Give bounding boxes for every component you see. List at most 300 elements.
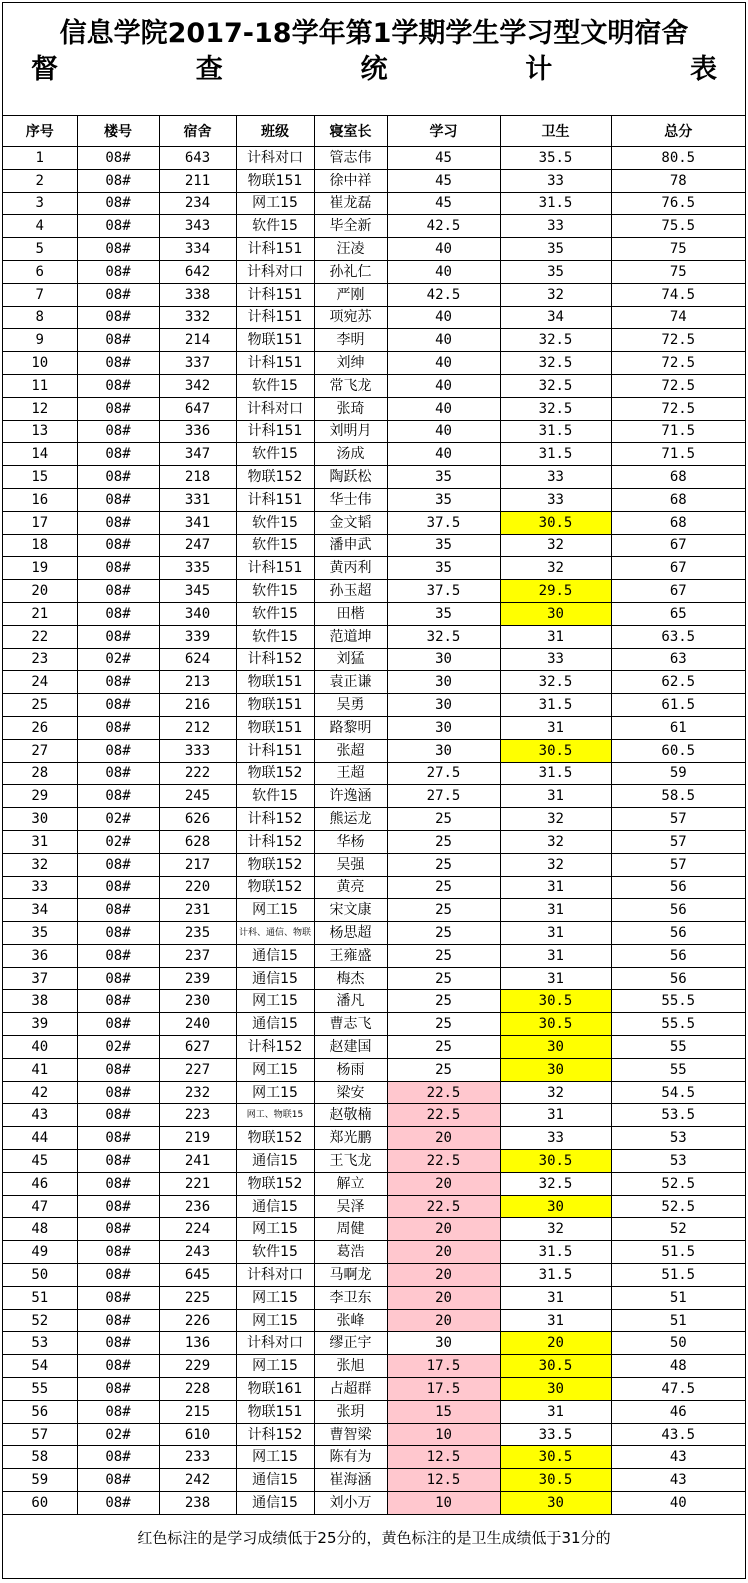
dorm-cell: 624	[159, 648, 236, 671]
total-cell: 56	[611, 944, 745, 967]
hygiene-cell: 32.5	[500, 352, 611, 375]
leader-cell: 刘猛	[314, 648, 387, 671]
index-cell: 51	[3, 1286, 77, 1309]
index-cell: 28	[3, 762, 77, 785]
hygiene-cell: 31	[500, 922, 611, 945]
hygiene-cell: 31	[500, 1286, 611, 1309]
leader-cell: 张峰	[314, 1309, 387, 1332]
dorm-cell: 236	[159, 1195, 236, 1218]
leader-cell: 郑光鹏	[314, 1127, 387, 1150]
leader-cell: 刘小万	[314, 1492, 387, 1515]
building-cell: 08#	[77, 1286, 159, 1309]
table-row	[3, 443, 745, 466]
table-row	[3, 329, 745, 352]
class-cell: 软件15	[236, 443, 314, 466]
building-cell: 08#	[77, 443, 159, 466]
dorm-cell: 221	[159, 1172, 236, 1195]
building-cell: 02#	[77, 830, 159, 853]
leader-cell: 熊运龙	[314, 808, 387, 831]
dorm-cell: 331	[159, 488, 236, 511]
building-cell: 08#	[77, 694, 159, 717]
total-cell: 46	[611, 1400, 745, 1423]
building-cell: 08#	[77, 374, 159, 397]
subtitle-char: 督	[31, 54, 58, 85]
total-cell: 61.5	[611, 694, 745, 717]
study-cell: 27.5	[387, 762, 500, 785]
index-cell: 18	[3, 534, 77, 557]
dorm-cell: 217	[159, 853, 236, 876]
study-cell: 12.5	[387, 1446, 500, 1469]
hygiene-cell: 31	[500, 1104, 611, 1127]
total-cell: 52.5	[611, 1172, 745, 1195]
dorm-cell: 341	[159, 511, 236, 534]
table-row	[3, 830, 745, 853]
building-cell: 08#	[77, 260, 159, 283]
building-cell: 08#	[77, 1400, 159, 1423]
dorm-cell: 211	[159, 169, 236, 192]
building-cell: 02#	[77, 648, 159, 671]
study-cell: 22.5	[387, 1195, 500, 1218]
table-row	[3, 1264, 745, 1287]
index-cell: 49	[3, 1241, 77, 1264]
study-cell: 37.5	[387, 511, 500, 534]
dorm-cell: 226	[159, 1309, 236, 1332]
building-cell: 08#	[77, 1492, 159, 1515]
building-cell: 08#	[77, 329, 159, 352]
study-cell: 15	[387, 1400, 500, 1423]
index-cell: 22	[3, 625, 77, 648]
building-cell: 08#	[77, 1195, 159, 1218]
score-sheet	[2, 2, 746, 1579]
class-cell: 计科151	[236, 739, 314, 762]
hygiene-cell: 30	[500, 1492, 611, 1515]
study-cell: 10	[387, 1492, 500, 1515]
index-cell: 19	[3, 557, 77, 580]
study-cell: 20	[387, 1218, 500, 1241]
study-cell: 22.5	[387, 1104, 500, 1127]
leader-cell: 华士伟	[314, 488, 387, 511]
leader-cell: 曹智梁	[314, 1423, 387, 1446]
index-cell: 27	[3, 739, 77, 762]
dorm-cell: 213	[159, 671, 236, 694]
study-cell: 35	[387, 488, 500, 511]
hygiene-cell: 30.5	[500, 739, 611, 762]
leader-cell: 潘凡	[314, 990, 387, 1013]
leader-cell: 汤成	[314, 443, 387, 466]
class-cell: 软件15	[236, 580, 314, 603]
hygiene-cell: 31.5	[500, 762, 611, 785]
class-cell: 计科151	[236, 306, 314, 329]
table-row	[3, 944, 745, 967]
dorm-cell: 337	[159, 352, 236, 375]
study-cell: 12.5	[387, 1469, 500, 1492]
total-cell: 56	[611, 922, 745, 945]
table-row	[3, 1150, 745, 1173]
dorm-cell: 238	[159, 1492, 236, 1515]
building-cell: 02#	[77, 1423, 159, 1446]
building-cell: 08#	[77, 739, 159, 762]
leader-cell: 路黎明	[314, 716, 387, 739]
leader-cell: 崔海涵	[314, 1469, 387, 1492]
total-cell: 68	[611, 511, 745, 534]
index-cell: 53	[3, 1332, 77, 1355]
dorm-cell: 136	[159, 1332, 236, 1355]
dorm-cell: 237	[159, 944, 236, 967]
leader-cell: 王超	[314, 762, 387, 785]
index-cell: 25	[3, 694, 77, 717]
study-cell: 25	[387, 967, 500, 990]
hygiene-cell: 30	[500, 602, 611, 625]
table-row	[3, 306, 745, 329]
study-cell: 35	[387, 602, 500, 625]
dorm-cell: 216	[159, 694, 236, 717]
class-cell: 网工15	[236, 899, 314, 922]
study-cell: 40	[387, 238, 500, 261]
dorm-cell: 347	[159, 443, 236, 466]
leader-cell: 马啊龙	[314, 1264, 387, 1287]
total-cell: 63.5	[611, 625, 745, 648]
dorm-cell: 235	[159, 922, 236, 945]
header-building: 楼号	[77, 116, 159, 147]
total-cell: 61	[611, 716, 745, 739]
class-cell: 软件15	[236, 602, 314, 625]
building-cell: 08#	[77, 1332, 159, 1355]
table-row	[3, 238, 745, 261]
dorm-cell: 345	[159, 580, 236, 603]
class-cell: 计科151	[236, 488, 314, 511]
leader-cell: 黄亮	[314, 876, 387, 899]
class-cell: 物联152	[236, 853, 314, 876]
dorm-cell: 228	[159, 1378, 236, 1401]
hygiene-cell: 35	[500, 238, 611, 261]
total-cell: 75	[611, 238, 745, 261]
class-cell: 软件15	[236, 215, 314, 238]
study-cell: 40	[387, 397, 500, 420]
leader-cell: 项宛苏	[314, 306, 387, 329]
table-row	[3, 739, 745, 762]
total-cell: 71.5	[611, 420, 745, 443]
index-cell: 11	[3, 374, 77, 397]
hygiene-cell: 32	[500, 1081, 611, 1104]
class-cell: 网工15	[236, 1309, 314, 1332]
total-cell: 67	[611, 557, 745, 580]
dorm-cell: 225	[159, 1286, 236, 1309]
building-cell: 08#	[77, 785, 159, 808]
leader-cell: 金文韬	[314, 511, 387, 534]
table-row	[3, 397, 745, 420]
table-row	[3, 1127, 745, 1150]
class-cell: 通信15	[236, 1150, 314, 1173]
total-cell: 72.5	[611, 374, 745, 397]
index-cell: 40	[3, 1036, 77, 1059]
leader-cell: 陈有为	[314, 1446, 387, 1469]
title-block	[3, 3, 745, 116]
building-cell: 08#	[77, 1150, 159, 1173]
hygiene-cell: 33	[500, 215, 611, 238]
table-row	[3, 1492, 745, 1515]
class-cell: 计科151	[236, 238, 314, 261]
header-dorm: 宿舍	[159, 116, 236, 147]
study-cell: 40	[387, 306, 500, 329]
hygiene-cell: 30	[500, 1195, 611, 1218]
dorm-cell: 332	[159, 306, 236, 329]
leader-cell: 解立	[314, 1172, 387, 1195]
total-cell: 47.5	[611, 1378, 745, 1401]
building-cell: 08#	[77, 1446, 159, 1469]
leader-cell: 张琦	[314, 397, 387, 420]
index-cell: 52	[3, 1309, 77, 1332]
total-cell: 43	[611, 1446, 745, 1469]
table-row	[3, 169, 745, 192]
class-cell: 软件15	[236, 534, 314, 557]
class-cell: 网工15	[236, 1081, 314, 1104]
dorm-cell: 212	[159, 716, 236, 739]
study-cell: 22.5	[387, 1150, 500, 1173]
hygiene-cell: 30.5	[500, 511, 611, 534]
index-cell: 15	[3, 466, 77, 489]
total-cell: 56	[611, 967, 745, 990]
hygiene-cell: 30.5	[500, 990, 611, 1013]
total-cell: 74	[611, 306, 745, 329]
hygiene-cell: 30.5	[500, 1469, 611, 1492]
total-cell: 51	[611, 1286, 745, 1309]
class-cell: 物联151	[236, 169, 314, 192]
building-cell: 08#	[77, 397, 159, 420]
hygiene-cell: 33	[500, 169, 611, 192]
study-cell: 25	[387, 1013, 500, 1036]
index-cell: 60	[3, 1492, 77, 1515]
building-cell: 08#	[77, 420, 159, 443]
hygiene-cell: 30	[500, 1036, 611, 1059]
dorm-cell: 242	[159, 1469, 236, 1492]
study-cell: 35	[387, 466, 500, 489]
dorm-cell: 227	[159, 1058, 236, 1081]
hygiene-cell: 31.5	[500, 443, 611, 466]
hygiene-cell: 30	[500, 1378, 611, 1401]
leader-cell: 田楷	[314, 602, 387, 625]
building-cell: 08#	[77, 967, 159, 990]
class-cell: 通信15	[236, 967, 314, 990]
table-row	[3, 648, 745, 671]
class-cell: 网工、物联15	[236, 1104, 314, 1127]
hygiene-cell: 30	[500, 1058, 611, 1081]
dorm-cell: 643	[159, 147, 236, 170]
hygiene-cell: 32	[500, 1218, 611, 1241]
index-cell: 23	[3, 648, 77, 671]
leader-cell: 杨思超	[314, 922, 387, 945]
total-cell: 67	[611, 534, 745, 557]
study-cell: 20	[387, 1127, 500, 1150]
total-cell: 68	[611, 488, 745, 511]
building-cell: 08#	[77, 1013, 159, 1036]
building-cell: 08#	[77, 876, 159, 899]
study-cell: 35	[387, 534, 500, 557]
hygiene-cell: 31	[500, 967, 611, 990]
total-cell: 80.5	[611, 147, 745, 170]
dorm-cell: 223	[159, 1104, 236, 1127]
table-row	[3, 1104, 745, 1127]
leader-cell: 潘申武	[314, 534, 387, 557]
total-cell: 65	[611, 602, 745, 625]
leader-cell: 张玥	[314, 1400, 387, 1423]
leader-cell: 李明	[314, 329, 387, 352]
study-cell: 10	[387, 1423, 500, 1446]
study-cell: 37.5	[387, 580, 500, 603]
class-cell: 物联151	[236, 716, 314, 739]
hygiene-cell: 31	[500, 1400, 611, 1423]
table-row	[3, 466, 745, 489]
leader-cell: 王雍盛	[314, 944, 387, 967]
leader-cell: 黄丙利	[314, 557, 387, 580]
class-cell: 物联151	[236, 1400, 314, 1423]
dorm-cell: 336	[159, 420, 236, 443]
leader-cell: 王飞龙	[314, 1150, 387, 1173]
study-cell: 22.5	[387, 1081, 500, 1104]
class-cell: 物联151	[236, 329, 314, 352]
total-cell: 72.5	[611, 352, 745, 375]
study-cell: 45	[387, 192, 500, 215]
hygiene-cell: 30.5	[500, 1355, 611, 1378]
class-cell: 网工15	[236, 1286, 314, 1309]
hygiene-cell: 31.5	[500, 694, 611, 717]
index-cell: 58	[3, 1446, 77, 1469]
table-row	[3, 1286, 745, 1309]
building-cell: 08#	[77, 534, 159, 557]
table-row	[3, 1081, 745, 1104]
total-cell: 59	[611, 762, 745, 785]
building-cell: 08#	[77, 1469, 159, 1492]
dorm-cell: 229	[159, 1355, 236, 1378]
table-row	[3, 1423, 745, 1446]
leader-cell: 刘绅	[314, 352, 387, 375]
total-cell: 67	[611, 580, 745, 603]
leader-cell: 葛浩	[314, 1241, 387, 1264]
leader-cell: 范道坤	[314, 625, 387, 648]
dorm-cell: 214	[159, 329, 236, 352]
index-cell: 43	[3, 1104, 77, 1127]
building-cell: 08#	[77, 625, 159, 648]
class-cell: 计科对口	[236, 1332, 314, 1355]
building-cell: 08#	[77, 511, 159, 534]
leader-cell: 刘明月	[314, 420, 387, 443]
index-cell: 10	[3, 352, 77, 375]
hygiene-cell: 33.5	[500, 1423, 611, 1446]
index-cell: 13	[3, 420, 77, 443]
dorm-cell: 240	[159, 1013, 236, 1036]
building-cell: 08#	[77, 1081, 159, 1104]
building-cell: 08#	[77, 1127, 159, 1150]
leader-cell: 徐中祥	[314, 169, 387, 192]
table-row	[3, 625, 745, 648]
leader-cell: 毕全新	[314, 215, 387, 238]
class-cell: 计科152	[236, 808, 314, 831]
study-cell: 32.5	[387, 625, 500, 648]
total-cell: 56	[611, 899, 745, 922]
total-cell: 71.5	[611, 443, 745, 466]
dorm-cell: 219	[159, 1127, 236, 1150]
hygiene-cell: 31	[500, 899, 611, 922]
header-study: 学习	[387, 116, 500, 147]
dorm-cell: 241	[159, 1150, 236, 1173]
leader-cell: 曹志飞	[314, 1013, 387, 1036]
study-cell: 40	[387, 329, 500, 352]
study-cell: 30	[387, 694, 500, 717]
leader-cell: 管志伟	[314, 147, 387, 170]
score-table	[3, 116, 745, 1515]
header-row	[3, 116, 745, 147]
index-cell: 56	[3, 1400, 77, 1423]
subtitle-char: 表	[690, 54, 717, 85]
index-cell: 41	[3, 1058, 77, 1081]
leader-cell: 崔龙磊	[314, 192, 387, 215]
study-cell: 35	[387, 557, 500, 580]
study-cell: 20	[387, 1286, 500, 1309]
hygiene-cell: 33	[500, 488, 611, 511]
hygiene-cell: 32.5	[500, 374, 611, 397]
hygiene-cell: 32.5	[500, 1172, 611, 1195]
class-cell: 物联161	[236, 1378, 314, 1401]
table-row	[3, 1195, 745, 1218]
dorm-cell: 343	[159, 215, 236, 238]
index-cell: 39	[3, 1013, 77, 1036]
total-cell: 62.5	[611, 671, 745, 694]
hygiene-cell: 31	[500, 876, 611, 899]
study-cell: 30	[387, 739, 500, 762]
table-row	[3, 990, 745, 1013]
hygiene-cell: 34	[500, 306, 611, 329]
building-cell: 08#	[77, 1218, 159, 1241]
total-cell: 55.5	[611, 1013, 745, 1036]
index-cell: 31	[3, 830, 77, 853]
class-cell: 计科152	[236, 1036, 314, 1059]
building-cell: 08#	[77, 1172, 159, 1195]
building-cell: 08#	[77, 283, 159, 306]
study-cell: 20	[387, 1172, 500, 1195]
index-cell: 50	[3, 1264, 77, 1287]
class-cell: 计科对口	[236, 397, 314, 420]
index-cell: 29	[3, 785, 77, 808]
study-cell: 45	[387, 169, 500, 192]
index-cell: 30	[3, 808, 77, 831]
index-cell: 47	[3, 1195, 77, 1218]
table-row	[3, 215, 745, 238]
hygiene-cell: 33	[500, 1127, 611, 1150]
leader-cell: 占超群	[314, 1378, 387, 1401]
study-cell: 40	[387, 352, 500, 375]
building-cell: 08#	[77, 306, 159, 329]
class-cell: 计科对口	[236, 260, 314, 283]
total-cell: 78	[611, 169, 745, 192]
leader-cell: 吴勇	[314, 694, 387, 717]
leader-cell: 赵敬楠	[314, 1104, 387, 1127]
hygiene-cell: 32	[500, 853, 611, 876]
building-cell: 08#	[77, 762, 159, 785]
class-cell: 通信15	[236, 1469, 314, 1492]
dorm-cell: 230	[159, 990, 236, 1013]
dorm-cell: 224	[159, 1218, 236, 1241]
dorm-cell: 232	[159, 1081, 236, 1104]
total-cell: 76.5	[611, 192, 745, 215]
total-cell: 57	[611, 808, 745, 831]
index-cell: 7	[3, 283, 77, 306]
table-row	[3, 374, 745, 397]
total-cell: 53	[611, 1127, 745, 1150]
total-cell: 63	[611, 648, 745, 671]
table-row	[3, 694, 745, 717]
table-row	[3, 1469, 745, 1492]
class-cell: 软件15	[236, 511, 314, 534]
leader-cell: 吴泽	[314, 1195, 387, 1218]
